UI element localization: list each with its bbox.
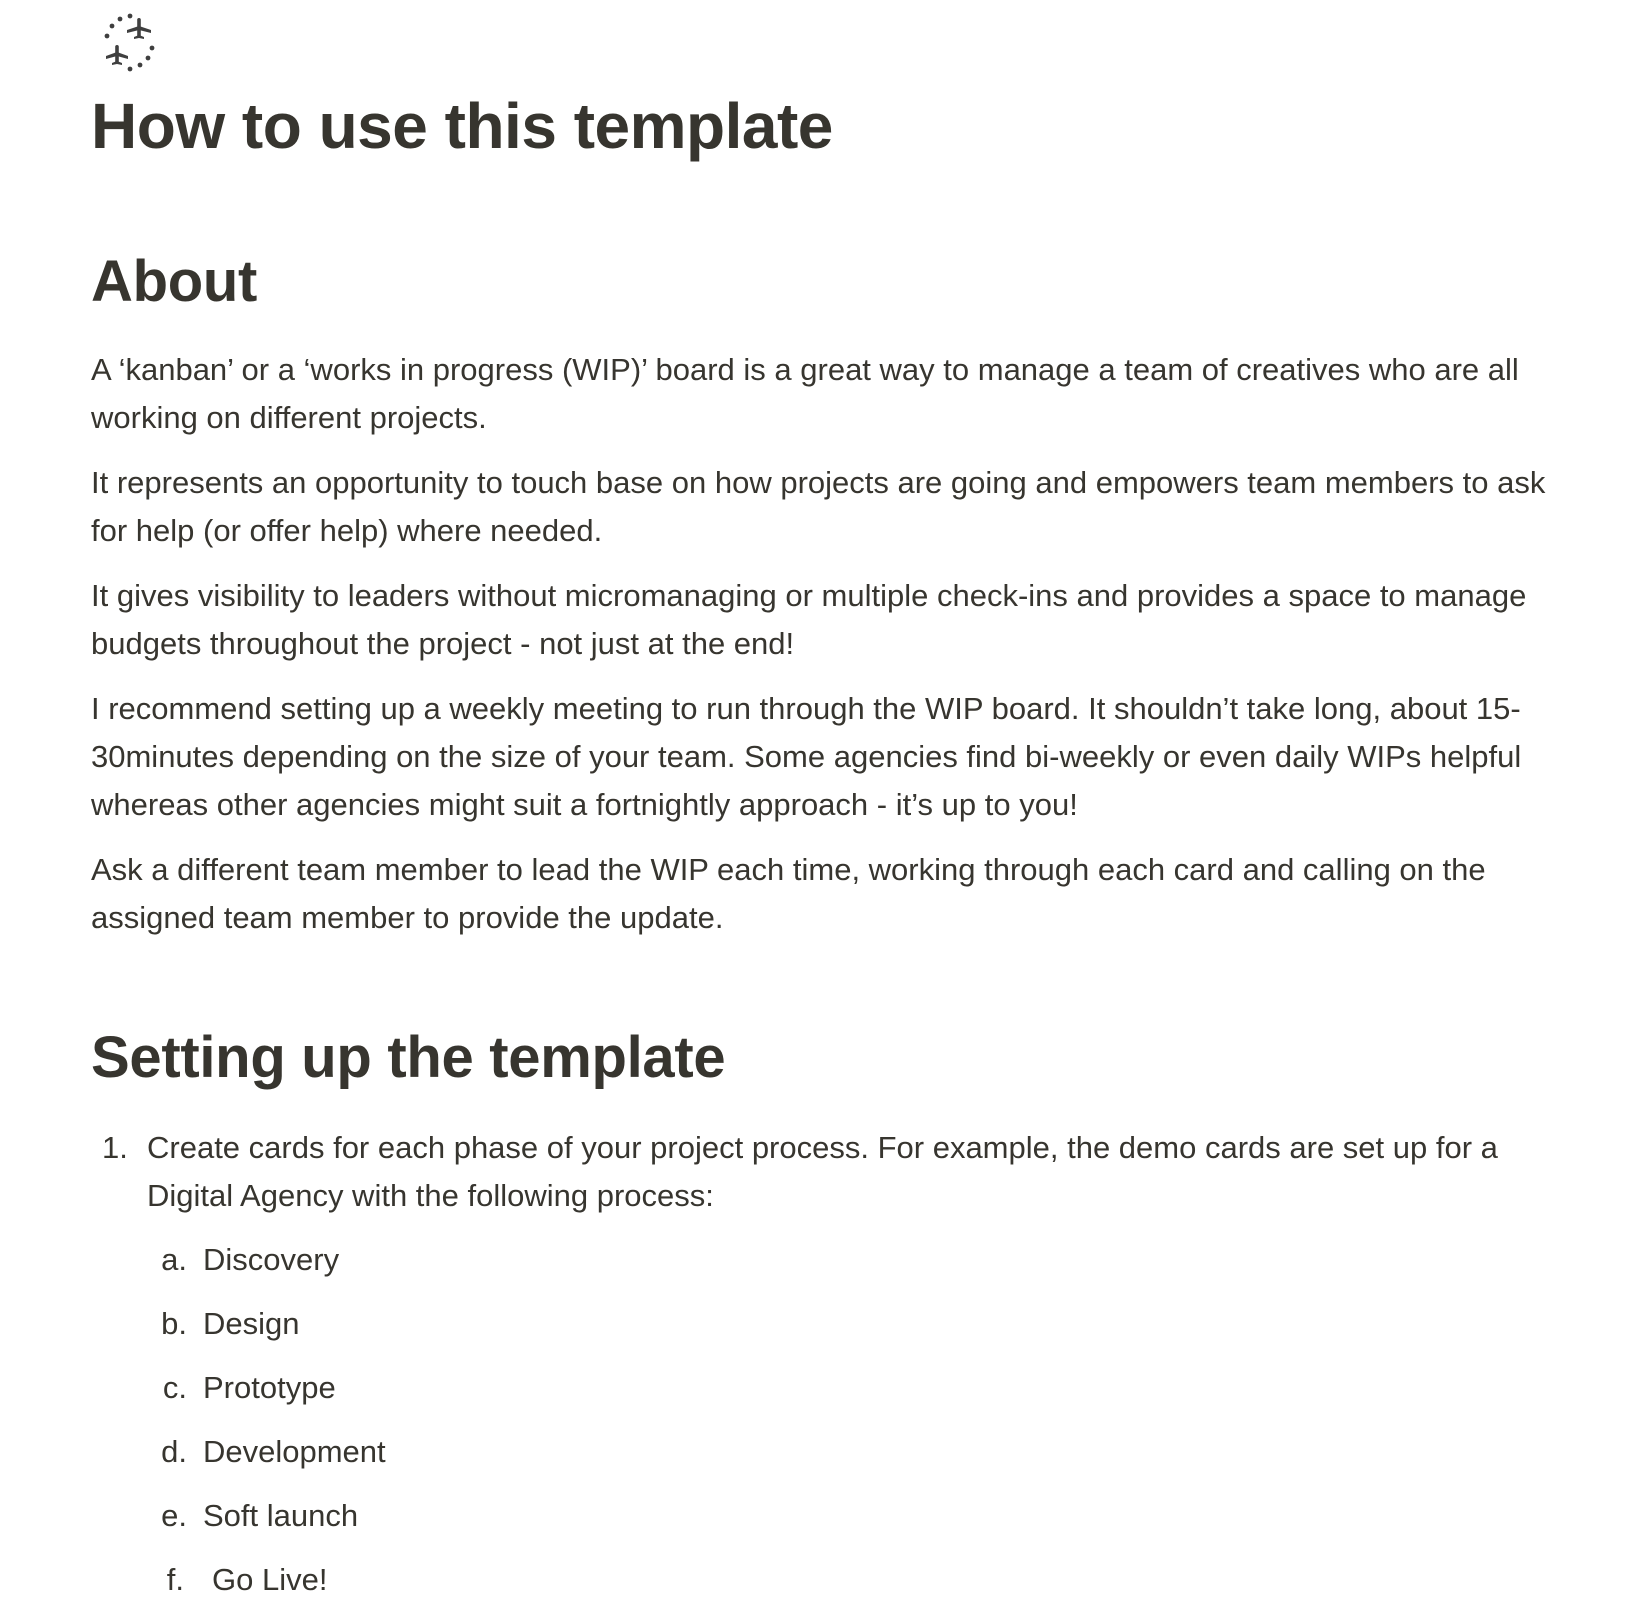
list-item-text: Discovery bbox=[203, 1242, 340, 1277]
list-item-text: Soft launch bbox=[203, 1498, 359, 1533]
about-paragraph: I recommend setting up a weekly meeting to run through the WIP board. It shouldn’t take long, about 15-30minutes depending on the size of your team. Some agencies find bi-weekly or even daily WIPs helpful whereas other agencies might suit a fortnightly approach - it’s up to you! bbox=[91, 691, 1522, 822]
sub-list-item bbox=[91, 1556, 1571, 1604]
list-item-text: Design bbox=[203, 1306, 300, 1341]
list-item-text: Development bbox=[203, 1434, 386, 1469]
about-paragraph: A ‘kanban’ or a ‘works in progress (WIP)’ board is a great way to manage a team of creatives who are all working on different projects. bbox=[91, 352, 1519, 435]
list-marker: f. bbox=[166, 1562, 184, 1597]
list-marker: d. bbox=[161, 1434, 187, 1469]
page-title: How to use this template bbox=[91, 90, 833, 162]
list-item-text: Prototype bbox=[203, 1370, 336, 1405]
list-item-text: Go Live! bbox=[212, 1562, 328, 1597]
setup-heading: Setting up the template bbox=[91, 1025, 726, 1090]
sub-list-item bbox=[91, 1364, 1571, 1412]
list-marker: c. bbox=[162, 1370, 187, 1405]
sub-list-item bbox=[91, 1492, 1571, 1540]
about-paragraph: It gives visibility to leaders without micromanaging or multiple check-ins and provides a space to manage budgets throughout the project - not just at the end! bbox=[91, 578, 1527, 661]
list-marker: b. bbox=[161, 1306, 187, 1341]
list-marker: e. bbox=[161, 1498, 187, 1533]
list-marker: 1. bbox=[102, 1130, 128, 1165]
about-paragraph: Ask a different team member to lead the WIP each time, working through each card and calling on the assigned team member to provide the update. bbox=[91, 852, 1486, 935]
sub-list-item bbox=[91, 1428, 1571, 1476]
list-item-text: Create cards for each phase of your project process. For example, the demo cards are set up for a Digital Agency with the following process: bbox=[147, 1130, 1498, 1213]
sub-list-item bbox=[91, 1236, 1571, 1284]
list-marker: a. bbox=[161, 1242, 187, 1277]
sub-list-item bbox=[91, 1300, 1571, 1348]
about-heading: About bbox=[91, 249, 257, 314]
about-paragraph: It represents an opportunity to touch base on how projects are going and empowers team members to ask for help (or offer help) where needed. bbox=[91, 465, 1546, 548]
airplanes-icon[interactable] bbox=[99, 12, 161, 74]
